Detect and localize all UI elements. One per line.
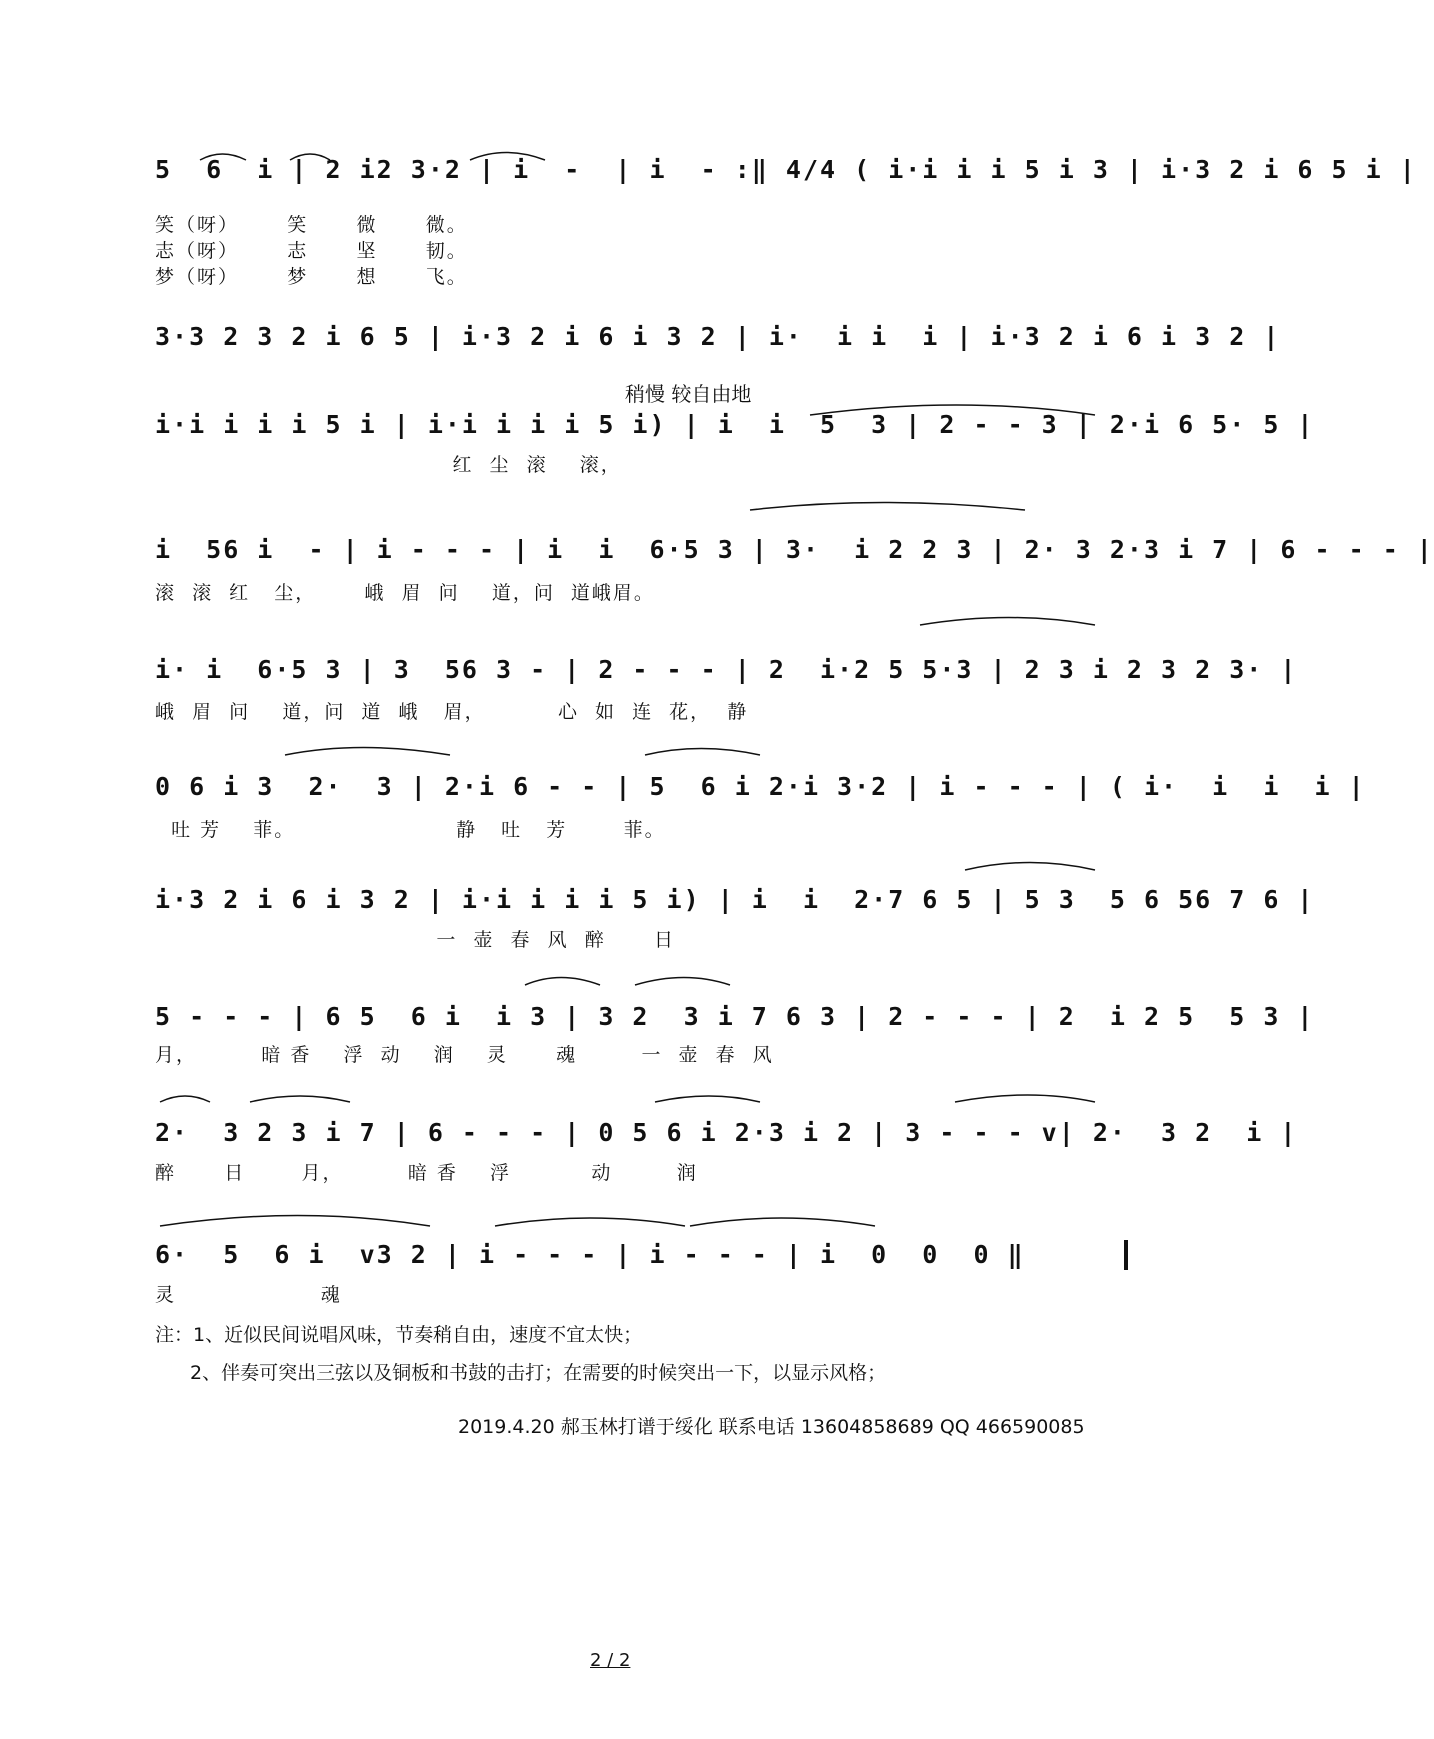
note-line-1: 注：1、近似民间说唱风味，节奏稍自由，速度不宜太快；	[155, 1324, 643, 1346]
slur	[690, 1218, 875, 1226]
slur	[525, 978, 600, 986]
slur	[655, 1096, 760, 1102]
system-7-lyrics: 一 壶 春 风 醉 日	[155, 929, 675, 951]
system-8-notes: 5 - - - | 6 5 6 i i 3 | 3 2 3 i 7 6 3 | 2 - - - | 2 i 2 5 5 3 |	[155, 1002, 1315, 1031]
slur	[160, 1096, 210, 1102]
system-7-notes: i·3 2 i 6 i 3 2 | i·i i i i 5 i) | i i 2·7 6 5 | 5 3 5 6 56 7 6 |	[155, 885, 1315, 914]
slur	[955, 1095, 1095, 1102]
system-5-notes: i· i 6·5 3 | 3 56 3 - | 2 - - - | 2 i·2 5 5·3 | 2 3 i 2 3 2 3· |	[155, 655, 1298, 684]
slur	[285, 748, 450, 756]
system-6-notes: 0 6 i 3 2· 3 | 2·i 6 - - | 5 6 i 2·i 3·2 | i - - - | ( i· i i i |	[155, 772, 1366, 801]
slur	[470, 153, 545, 161]
slur	[250, 1096, 350, 1102]
slur	[920, 618, 1095, 626]
system-1-lyrics-2: 志（呀） 志 坚 韧。	[155, 240, 468, 262]
system-10-notes: 6· 5 6 i v3 2 | i - - - | i - - - | i 0 0 0 ‖	[155, 1240, 1025, 1269]
system-4-notes: i 56 i - | i - - - | i i 6·5 3 | 3· i 2 2 3 | 2· 3 2·3 i 7 | 6 - - - |	[155, 535, 1434, 564]
system-9-lyrics: 醉 日 月， 暗 香 浮 动 润	[155, 1162, 698, 1184]
system-1-lyrics-3: 梦（呀） 梦 想 飞。	[155, 266, 468, 288]
slur	[160, 1216, 430, 1227]
system-3-notes: i·i i i i 5 i | i·i i i i 5 i) | i i 5 3 | 2 - - 3 | 2·i 6 5· 5 |	[155, 410, 1315, 439]
slur	[635, 978, 730, 986]
slur	[495, 1218, 685, 1226]
page-number: 2 / 2	[590, 1650, 631, 1671]
slur	[200, 154, 246, 160]
tempo-marking: 稍慢 较自由地	[625, 382, 752, 406]
slur	[965, 863, 1095, 871]
system-9-notes: 2· 3 2 3 i 7 | 6 - - - | 0 5 6 i 2·3 i 2 | 3 - - - v| 2· 3 2 i |	[155, 1118, 1298, 1147]
slur	[290, 154, 330, 160]
slur	[750, 503, 1025, 511]
slur	[645, 749, 760, 756]
system-1-notes: 5 6 i | 2 i2 3·2 | i - | i - :‖ 4/4 ( i·i i i 5 i 3 | i·3 2 i 6 5 i |	[155, 155, 1417, 184]
system-4-lyrics: 滚 滚 红 尘， 峨 眉 问 道，问 道峨眉。	[155, 582, 655, 604]
slur	[810, 405, 1095, 415]
system-10-lyrics: 灵 魂	[155, 1284, 342, 1306]
note-line-2: 2、伴奏可突出三弦以及铜板和书鼓的击打；在需要的时候突出一下，以显示风格；	[190, 1362, 887, 1384]
system-3-lyrics: 红 尘 滚 滚，	[155, 454, 622, 476]
system-8-lyrics: 月， 暗 香 浮 动 润 灵 魂 一 壶 春 风	[155, 1044, 774, 1066]
credit-line: 2019.4.20 郝玉林打谱于绥化 联系电话 13604858689 QQ 466590085	[458, 1416, 1085, 1438]
system-1-lyrics-1: 笑（呀） 笑 微 微。	[155, 214, 468, 236]
system-2-notes: 3·3 2 3 2 i 6 5 | i·3 2 i 6 i 3 2 | i· i i i | i·3 2 i 6 i 3 2 |	[155, 322, 1281, 351]
system-6-lyrics: 吐 芳 菲。 静 吐 芳 菲。	[155, 819, 666, 841]
system-5-lyrics: 峨 眉 问 道，问 道 峨 眉， 心 如 连 花， 静	[155, 701, 749, 723]
